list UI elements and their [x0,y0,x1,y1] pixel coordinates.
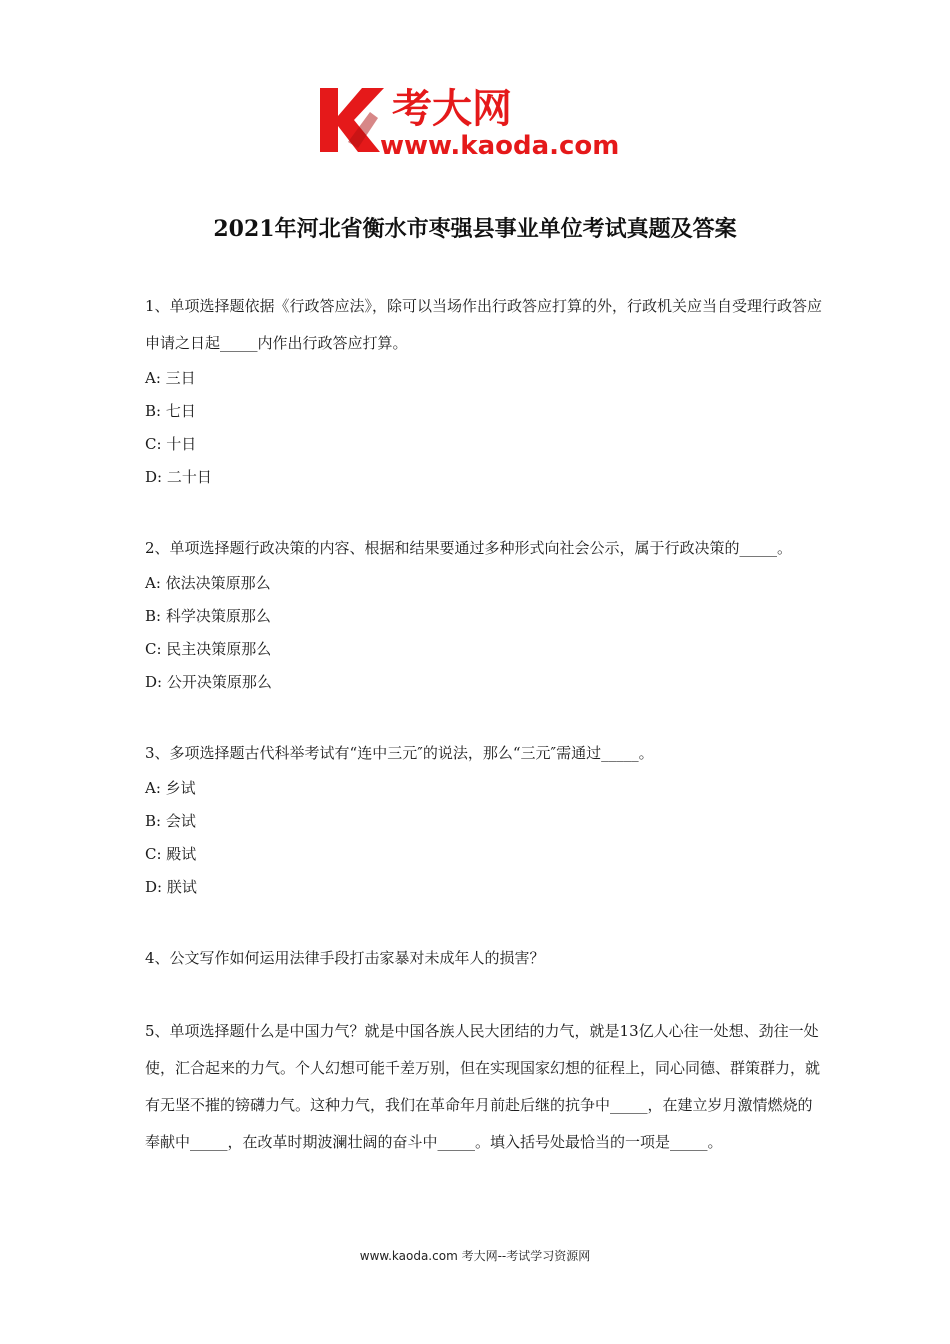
logo-chinese-name: 考大网 [392,86,512,132]
option-a: A: 三日 [145,369,196,387]
question-3 [145,735,825,904]
option-a: A: 乡试 [145,779,196,797]
option-d: D: 公开决策原那么 [145,673,272,691]
option-d: D: 二十日 [145,468,212,486]
option-c: C: 十日 [145,435,197,453]
option-b: B: 科学决策原那么 [145,607,271,625]
kaoda-logo [318,82,638,162]
question-text: 5、单项选择题什么是中国力气？就是中国各族人民大团结的力气，就是13亿人心往一处想、劲往一处使，汇合起来的力气。个人幻想可能千差万别，但在实现国家幻想的征程上，同心同德、群策群力，就有无坚不摧的镑礴力气。这种力气，我们在革命年月前赴后继的抗争中_____，在建立岁月激情燃烧的奉献中_____，在改革时期波澜壮阔的奋斗中_____。填入括号处最恰当的一项是_____。 [145,1022,821,1151]
question-text: 1、单项选择题依据《行政答应法》，除可以当场作出行政答应打算的外，行政机关应当自受理行政答应申请之日起_____内作出行政答应打算。 [145,297,823,352]
document-title: 2021年河北省衡水市枣强县事业单位考试真题及答案 [213,216,737,242]
option-b: B: 会试 [145,812,196,830]
question-5 [145,1013,825,1161]
question-2 [145,530,825,699]
question-text: 2、单项选择题行政决策的内容、根据和结果要通过多种形式向社会公示，属于行政决策的_____。 [145,539,793,557]
question-text: 3、多项选择题古代科举考试有“连中三元″的说法，那么“三元″需通过_____。 [145,744,654,762]
question-4 [145,940,825,977]
option-d: D: 朕试 [145,878,197,896]
logo-url: www.kaoda.com [380,131,620,161]
option-c: C: 民主决策原那么 [145,640,272,658]
question-list [145,288,825,1197]
question-text: 4、公文写作如何运用法律手段打击家暴对未成年人的损害？ [145,949,545,967]
option-c: C: 殿试 [145,845,197,863]
option-a: A: 依法决策原那么 [145,574,271,592]
question-1 [145,288,825,494]
kaoda-logo-graphic [318,82,638,162]
page-footer: www.kaoda.com 考大网--考试学习资源网 [359,1249,591,1263]
option-b: B: 七日 [145,402,196,420]
